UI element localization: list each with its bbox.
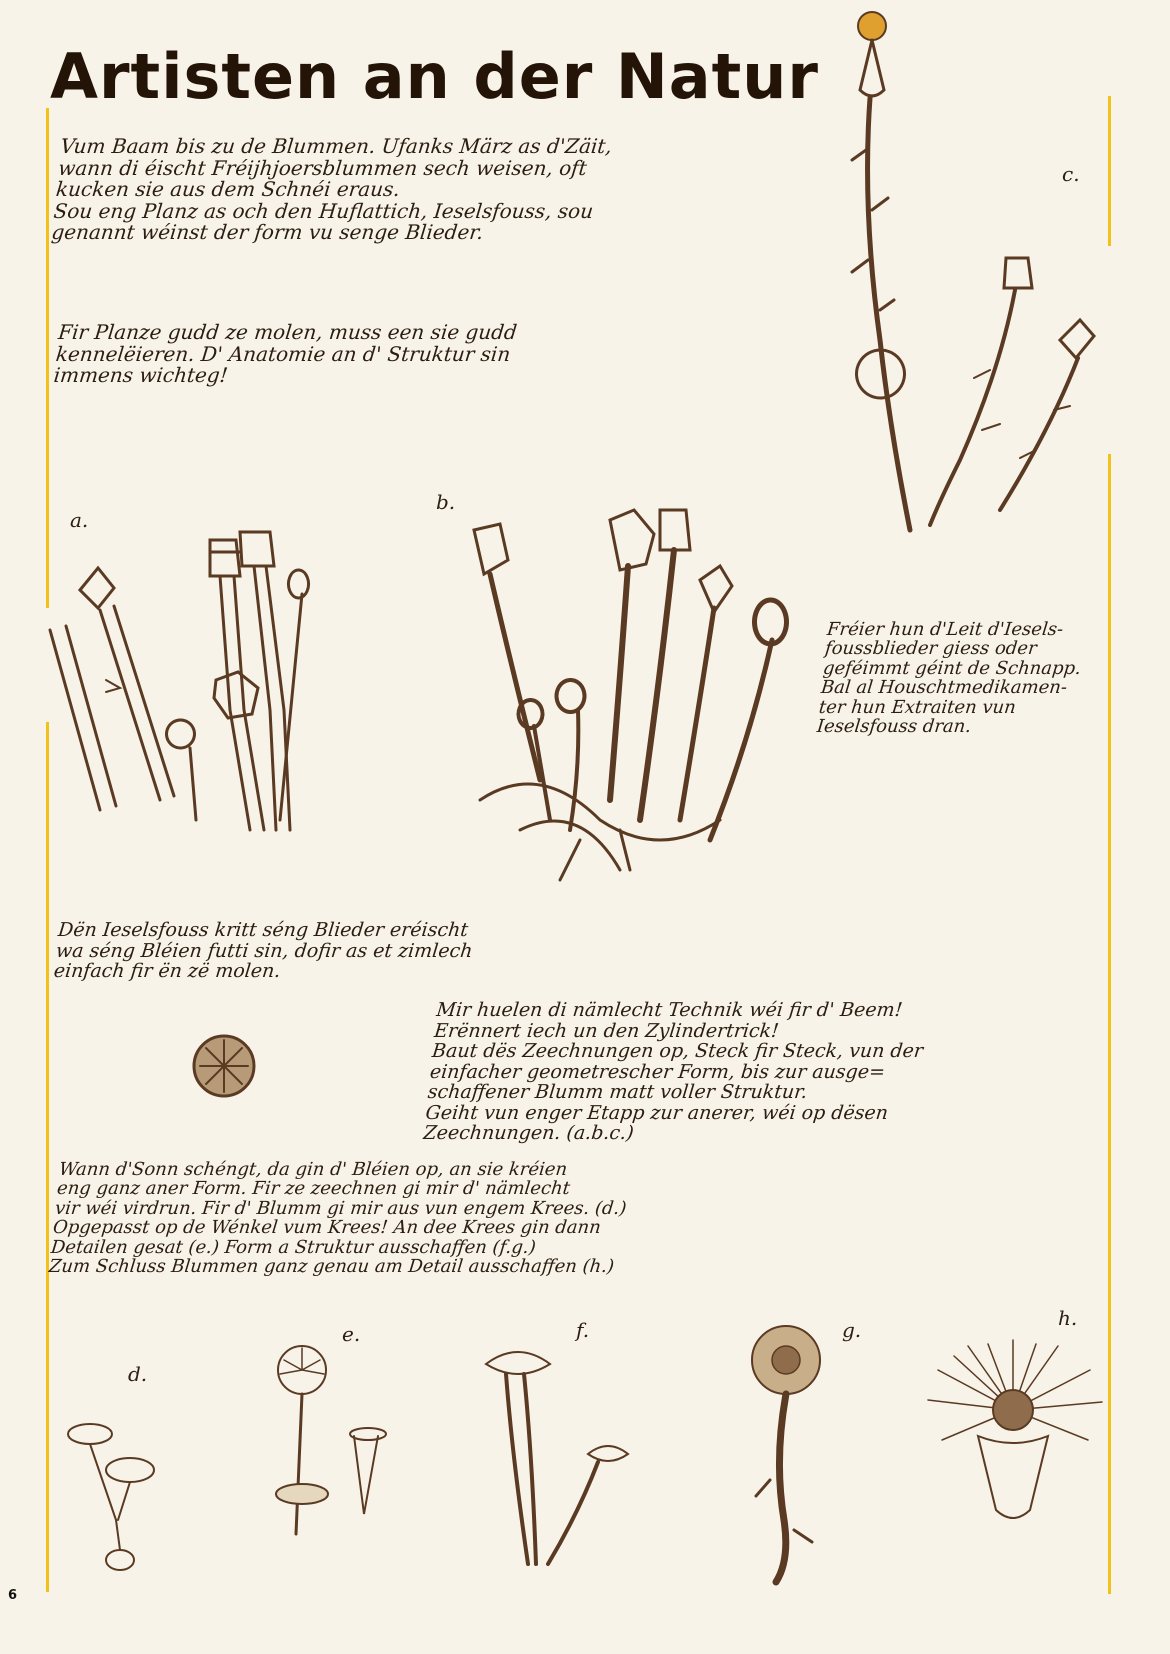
anatomy-text [53,322,660,387]
anatomy-line: kennelëieren. D' Anatomie an d' Struktur sin [54,341,512,366]
left-rule-lower [46,722,49,1592]
figure-label-f: f. [576,1318,590,1342]
intro-text [50,136,721,244]
leaves-note-line: wa séng Bléien futti sin, dofir as et zimlech [54,939,474,962]
intro-line: wann di éischt Fréijhjoersblummen sech weisen, oft [57,155,589,180]
figure-label-d: d. [128,1362,148,1386]
figure-label-a: a. [70,508,89,532]
intro-line: Sou eng Planz as och den Huflattich, Ieselsfouss, sou [52,198,595,223]
technique-line: Baut dës Zeechnungen op, Steck fir Steck, vun der [431,1040,925,1063]
side-note-line: Ieselsfouss dran. [815,716,973,738]
right-rule-lower [1108,454,1111,1594]
sun-note-line: Wann d'Sonn schéngt, da gin d' Bléien op, an sie kréien [58,1159,569,1180]
intro-line: genannt wéinst der form vu senge Blieder. [50,220,485,245]
side-note-line: ter hun Extraiten vun [817,696,1017,718]
leaves-note-line: Dën Ieselsfouss kritt séng Blieder eréischt [57,919,470,941]
sun-note-line: Zum Schluss Blummen ganz genau am Detail ausschaffen (h.) [47,1256,616,1278]
drawing-f-shaded-flowers [478,1344,638,1584]
drawing-c-coltsfoot-stems [810,10,1170,550]
sun-note-line: vir wéi virdrun. Fir d' Blumm gi mir aus vun engem Krees. (d.) [53,1197,628,1219]
side-note-line: Fréier hun d'Leit d'Iesels- [826,619,1065,640]
technique-line: Geiht vun enger Etapp zur anerer, wéi op dësen [424,1101,890,1124]
figure-label-e: e. [342,1322,361,1346]
leaves-note-line: einfach fir ën zë molen. [52,960,282,983]
anatomy-line: immens wichteg! [52,363,230,388]
figure-label-g: g. [842,1318,862,1342]
intro-line: Vum Baam bis zu de Blummen. Ufanks März as d'Zäit, [59,134,614,158]
anatomy-line: Fir Planze gudd ze molen, muss een sie gudd [57,320,519,344]
sun-note-text [48,1160,820,1277]
drawing-b-detailed-stems [460,500,800,890]
figure-label-h: h. [1058,1306,1078,1330]
drawing-g-open-flower [730,1320,850,1590]
technique-line: Erënnert iech un den Zylindertrick! [433,1019,781,1042]
technique-line: schaffener Blumm matt voller Struktur. [426,1081,809,1104]
sun-note-line: eng ganz aner Form. Fir ze zeechnen gi mir d' nämlecht [55,1178,572,1200]
drawing-d-ellipse-construction [60,1410,170,1580]
technique-line: Mir huelen di nämlecht Technik wéi fir d' Beem! [435,999,904,1021]
sun-note-line: Detailen gesat (e.) Form a Struktur ausschaffen (f.g.) [49,1236,537,1258]
leaves-note-text [53,920,619,982]
figure-label-b: b. [436,490,456,514]
sun-note-line: Opgepasst op de Wénkel vum Krees! An dee Krees gin dann [51,1217,602,1239]
side-note-line: foussblieder giess oder [823,638,1038,660]
figure-label-c: c. [1062,162,1080,186]
side-note-line: Bal al Houschtmedikamen- [819,677,1069,699]
drawing-a-geometric-stems [40,530,330,850]
technique-text [422,1000,1097,1144]
side-note-line: geféimmt géint de Schnapp. [821,657,1082,679]
page-title: Artisten an der Natur [50,40,819,113]
seed-head-circle-drawing [190,1032,260,1102]
drawing-h-detailed-flower [918,1340,1108,1540]
page-number: 6 [8,1588,18,1603]
side-note-text [816,620,1108,737]
drawing-e-flower-discs [240,1344,400,1564]
technique-line: Zeechnungen. (a.b.c.) [422,1122,635,1145]
technique-line: einfacher geometrescher Form, bis zur ausge= [428,1060,887,1083]
intro-line: kucken sie aus dem Schnéi eraus. [54,177,402,202]
